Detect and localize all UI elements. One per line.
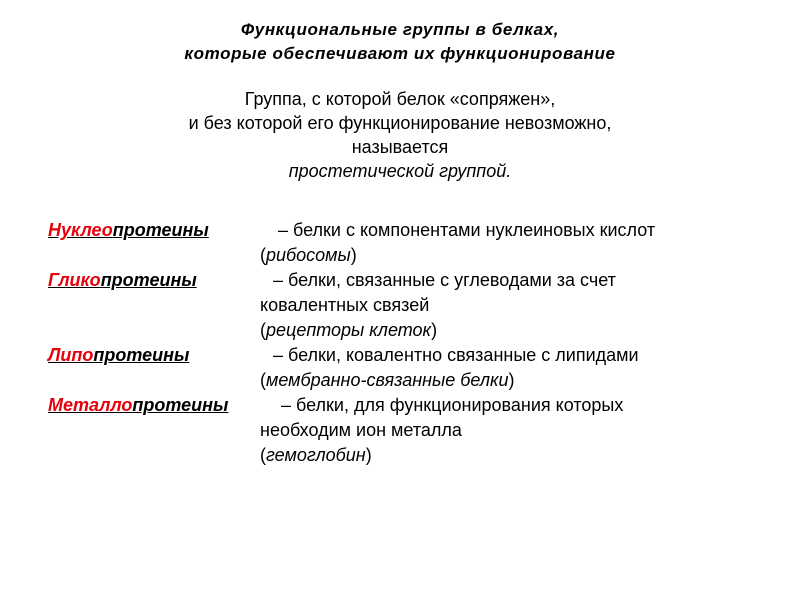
definition-row-glycoproteins <box>48 268 768 293</box>
intro-text <box>0 87 800 183</box>
term-description: – белки, связанные с углеводами за счет <box>273 270 616 290</box>
definition-example-row <box>48 243 768 268</box>
term-prefix: Нуклео <box>48 220 113 240</box>
term-example: (рибосомы) <box>260 245 357 265</box>
definition-example-row <box>48 443 768 468</box>
term-metalloproteins <box>48 393 228 418</box>
slide-title-line-2: которые обеспечивают их функционирование <box>184 44 616 63</box>
definition-example-row <box>48 318 768 343</box>
intro-line-2: и без которой его функционирование невозможно, <box>188 113 612 133</box>
term-suffix: протеины <box>112 220 209 240</box>
definition-row-nucleoproteins <box>48 218 768 243</box>
intro-line-4: простетической группой. <box>288 161 512 181</box>
term-description: – белки, для функционирования которых <box>281 395 624 415</box>
definition-row-lipoproteins <box>48 343 768 368</box>
term-description-continued: необходим ион металла <box>260 420 462 440</box>
slide-title-line-1: Функциональные группы в белках, <box>240 20 560 39</box>
term-prefix: Металло <box>48 395 133 415</box>
term-description-continued: ковалентных связей <box>260 295 430 315</box>
definition-continuation-row <box>48 418 768 443</box>
term-example: (рецепторы клеток) <box>260 320 438 340</box>
definitions-list <box>48 218 768 468</box>
term-lipoproteins <box>48 343 189 368</box>
term-example: (гемоглобин) <box>260 445 372 465</box>
term-description: – белки, ковалентно связанные с липидами <box>273 345 639 365</box>
intro-line-1: Группа, с которой белок «сопряжен», <box>244 89 556 109</box>
term-nucleoproteins <box>48 218 209 243</box>
term-glycoproteins <box>48 268 197 293</box>
term-suffix: протеины <box>93 345 190 365</box>
definition-example-row <box>48 368 768 393</box>
term-description: – белки с компонентами нуклеиновых кислот <box>278 220 656 240</box>
term-prefix: Липо <box>48 345 94 365</box>
intro-line-3: называется <box>351 137 449 157</box>
definition-continuation-row <box>48 293 768 318</box>
term-suffix: протеины <box>132 395 229 415</box>
term-example: (мембранно-связанные белки) <box>260 370 515 390</box>
term-prefix: Глико <box>48 270 101 290</box>
slide-title <box>0 18 800 66</box>
definition-row-metalloproteins <box>48 393 768 418</box>
term-suffix: протеины <box>100 270 197 290</box>
